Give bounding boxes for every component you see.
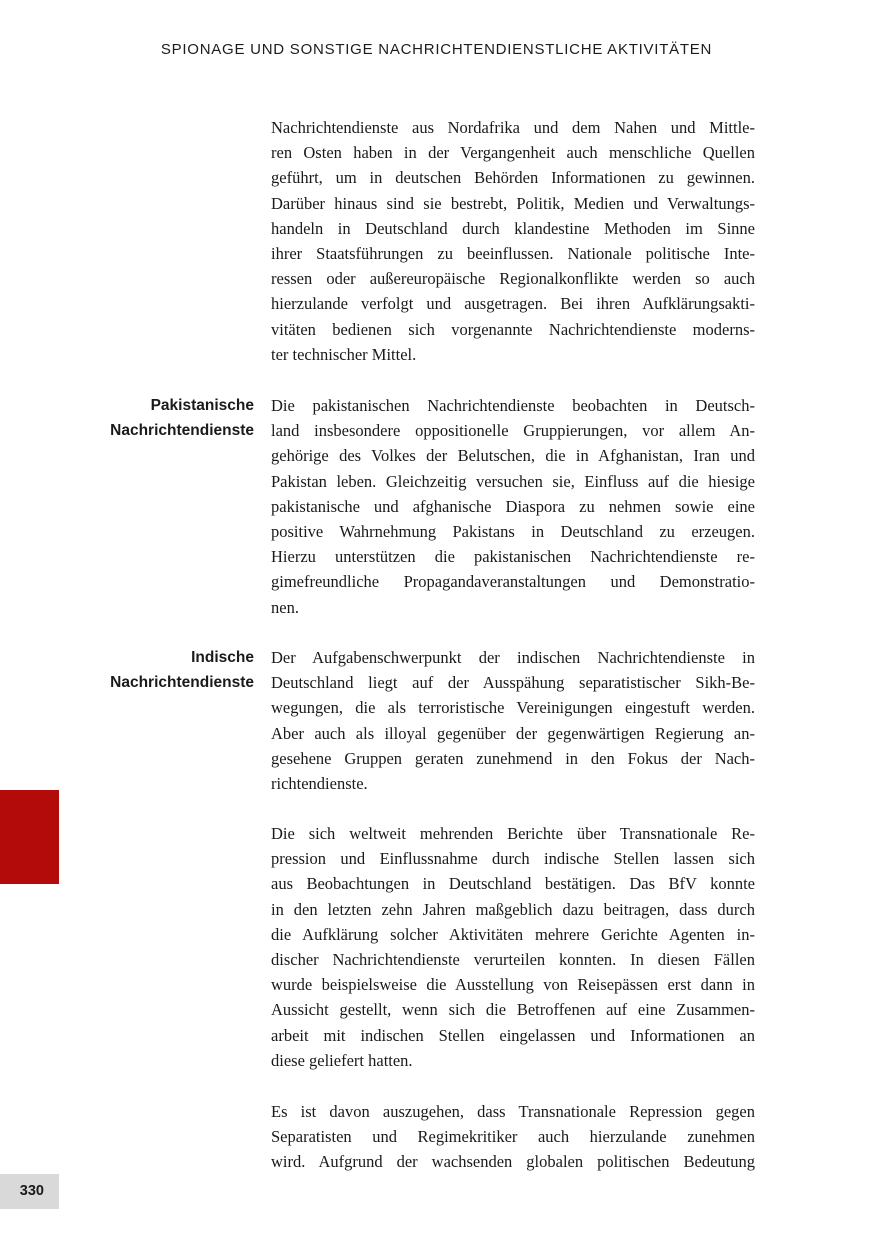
text-line: positive Wahrnehmung Pakistans in Deutschland zu erzeugen. bbox=[271, 521, 755, 541]
section-heading-line: Nachrichtendienste bbox=[110, 674, 254, 692]
text-line: gesehene Gruppen geraten zunehmend in den Fokus der Nach- bbox=[271, 748, 755, 768]
text-line: Der Aufgabenschwerpunkt der indischen Nachrichtendienste in bbox=[271, 648, 755, 667]
text-line: hierzulande verfolgt und ausgetragen. Bei ihren Aufklärungsakti- bbox=[271, 294, 755, 314]
text-line: nen. bbox=[271, 597, 299, 617]
section-heading-line: Nachrichtendienste bbox=[110, 422, 254, 440]
text-line: richtendienste. bbox=[271, 773, 368, 793]
text-line: Die sich weltweit mehrenden Berichte über Transnationale Re- bbox=[271, 824, 755, 843]
text-line: Pakistan leben. Gleichzeitig versuchen sie, Einfluss auf die hiesige bbox=[271, 471, 755, 491]
text-line: wurde beispielsweise die Ausstellung von Reisepässen erst dann in bbox=[271, 975, 755, 995]
paragraph-india-2 bbox=[271, 821, 755, 1073]
chapter-marker-tab bbox=[0, 790, 59, 884]
text-line: ressen oder außereuropäische Regionalkonflikte werden so auch bbox=[271, 269, 755, 289]
paragraph-india bbox=[271, 645, 755, 796]
text-line: die Aufklärung solcher Aktivitäten mehrere Gerichte Agenten in- bbox=[271, 924, 755, 944]
text-line: Darüber hinaus sind sie bestrebt, Politik, Medien und Verwaltungs- bbox=[271, 193, 755, 213]
text-line: land insbesondere oppositionelle Gruppierungen, vor allem An- bbox=[271, 421, 755, 441]
text-line: ter technischer Mittel. bbox=[271, 344, 417, 364]
text-line: in den letzten zehn Jahren maßgeblich dazu beitragen, dass durch bbox=[271, 899, 755, 919]
section-heading-india bbox=[54, 645, 254, 695]
section-heading-pakistan bbox=[54, 393, 254, 443]
text-line: gehörige des Volkes der Belutschen, die in Afghanistan, Iran und bbox=[271, 446, 755, 466]
text-line: geführt, um in deutschen Behörden Informationen zu gewinnen. bbox=[271, 168, 755, 188]
running-head: SPIONAGE UND SONSTIGE NACHRICHTENDIENSTLICHE AKTIVITÄTEN bbox=[160, 41, 713, 58]
text-line: wird. Aufgrund der wachsenden globalen politischen Bedeutung bbox=[271, 1152, 755, 1172]
paragraph-intro bbox=[271, 115, 755, 367]
text-line: diese geliefert hatten. bbox=[271, 1050, 413, 1070]
text-line: wegungen, die als terroristische Vereinigungen eingestuft werden. bbox=[271, 698, 755, 718]
text-line: discher Nachrichtendienste verurteilen konnten. In diesen Fällen bbox=[271, 949, 755, 969]
section-heading-line: Indische bbox=[191, 649, 254, 666]
text-line: ihrer Staatsführungen zu beeinflussen. Nationale politische Inte- bbox=[271, 243, 755, 263]
text-line: Deutschland liegt auf der Ausspähung separatistischer Sikh-Be- bbox=[271, 673, 755, 693]
paragraph-india-3 bbox=[271, 1099, 755, 1175]
text-line: vitäten bedienen sich vorgenannte Nachrichtendienste moderns- bbox=[271, 319, 755, 339]
text-line: pression und Einflussnahme durch indische Stellen lassen sich bbox=[271, 849, 755, 869]
text-line: arbeit mit indischen Stellen eingelassen und Informationen an bbox=[271, 1025, 755, 1045]
text-line: aus Beobachtungen in Deutschland bestätigen. Das BfV konnte bbox=[271, 874, 755, 894]
text-line: handeln in Deutschland durch klandestine Methoden im Sinne bbox=[271, 218, 755, 238]
text-line: gimefreundliche Propagandaveranstaltungen und Demonstratio- bbox=[271, 572, 755, 592]
text-line: Hierzu unterstützen die pakistanischen Nachrichtendienste re- bbox=[271, 547, 755, 567]
text-line: Nachrichtendienste aus Nordafrika und dem Nahen und Mittle- bbox=[271, 118, 755, 137]
paragraph-pakistan bbox=[271, 393, 755, 620]
text-line: Separatisten und Regimekritiker auch hierzulande zunehmen bbox=[271, 1127, 755, 1147]
text-line: Aber auch als illoyal gegenüber der gegenwärtigen Regierung an- bbox=[271, 723, 755, 743]
text-line: Die pakistanischen Nachrichtendienste beobachten in Deutsch- bbox=[271, 396, 755, 415]
text-line: Aussicht gestellt, wenn sich die Betroffenen auf eine Zusammen- bbox=[271, 1000, 755, 1020]
text-line: pakistanische und afghanische Diaspora zu nehmen sowie eine bbox=[271, 496, 755, 516]
text-line: ren Osten haben in der Vergangenheit auch menschliche Quellen bbox=[271, 143, 755, 163]
page-number-box bbox=[0, 1174, 59, 1209]
text-line: Es ist davon auszugehen, dass Transnationale Repression gegen bbox=[271, 1102, 755, 1121]
page-number: 330 bbox=[19, 1183, 44, 1199]
section-heading-line: Pakistanische bbox=[150, 397, 254, 414]
